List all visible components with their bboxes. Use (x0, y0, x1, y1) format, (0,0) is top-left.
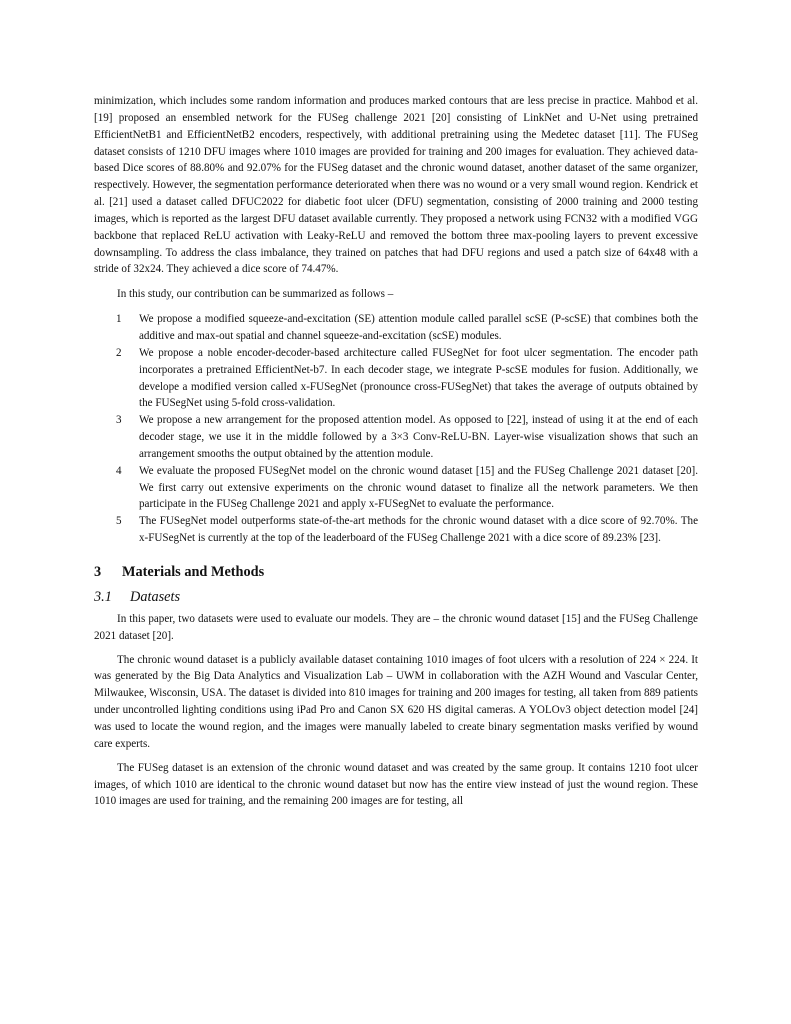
subsection-title: Datasets (130, 588, 181, 605)
contribution-item (94, 463, 698, 514)
section-title: Materials and Methods (122, 563, 265, 580)
contribution-text: We propose a new arrangement for the proposed attention model. As opposed to [22], instead of using it at the end of each decoder stage, we use it in the middle followed by a 3×3 Conv-ReLU-BN. Layer-wise visualization shows that such an arrangement smooths the output obtained by the attention module. (139, 414, 698, 460)
contribution-text: We propose a modified squeeze-and-excitation (SE) attention module called parallel scSE (P-scSE) that combines both the additive and max-out spatial and channel squeeze-and-excitation (scSE) modules. (139, 313, 698, 342)
contribution-item (94, 513, 698, 547)
datasets-intro-paragraph: In this paper, two datasets were used to evaluate our models. They are – the chronic wound dataset [15] and the FUSeg Challenge 2021 dataset [20]. (94, 612, 698, 642)
section-heading (94, 562, 698, 582)
list-number: 5 (116, 515, 122, 528)
subsection-number: 3.1 (94, 588, 112, 605)
list-number: 1 (116, 313, 122, 326)
contribution-item (94, 345, 698, 412)
list-number: 2 (116, 346, 122, 359)
contribution-intro: In this study, our contribution can be summarized as follows – (117, 288, 394, 301)
body-paragraph: minimization, which includes some random information and produces marked contours that are less precise in practice. Mahbod et al. [19] proposed an ensembled network for the FUSeg challenge 2021 [20] consisting of LinkNet and U-Net using pretrained EfficientNetB1 and EfficientNetB2 encoders, respectively, with additional pretraining using the Medetec dataset [11]. The FUSeg dataset consists of 1210 DFU images where 1010 images are provided for training and 200 images for evaluation. They achieved data-based Dice scores of 88.80% and 92.07% for the FUSeg dataset and the chronic wound dataset, another dataset of the same organizer, respectively. However, the segmentation performance deteriorated when there was no wound or a very small wound region. Kendrick et al. [21] used a dataset called DFUC2022 for diabetic foot ulcer (DFU) segmentation, consisting of 2000 training and 2000 testing images, which is reported as the largest DFU dataset available currently. They proposed a network using FCN32 with a modified VGG backbone that replaced ReLU activation with Leaky-ReLU and removed the bottom three max-pooling layers to prevent excessive downsampling. To address the class imbalance, they trained on patches that had DFU regions and used a patch size of 64x48 with a stride of 32x24. They achieved a dice score of 74.47%. (94, 95, 698, 276)
chronic-wound-paragraph: The chronic wound dataset is a publicly available dataset containing 1010 images of foot ulcers with a resolution of 224 × 224. It was generated by the Big Data Analytics and Visualization Lab – UWM in collaboration with the AZH Wound and Vascular Center, Milwaukee, Wisconsin, USA. The dataset is divided into 810 images for training and 200 images for testing, all taken from 889 patients under uncontrolled lighting conditions using iPad Pro and Canon SX 620 HS digital cameras. A YOLOv3 object detection model [24] was used to locate the wound region, and the images were manually labeled to create binary segmentation masks verified by wound care experts. (94, 653, 698, 750)
paper-page (94, 93, 698, 810)
contribution-text: We propose a noble encoder-decoder-based architecture called FUSegNet for foot ulcer segmentation. The encoder path incorporates a pretrained EfficientNet-b7. In each decoder stage, we integrate P-scSE modules for fusion. Additionally, we develope a modified version called x-FUSegNet (pronounce cross-FUSegNet) that takes the average of outputs obtained by the FUSegNet using 5-fold cross-validation. (139, 346, 698, 410)
list-number: 3 (116, 414, 122, 427)
contribution-item (94, 311, 698, 345)
fuseg-paragraph: The FUSeg dataset is an extension of the chronic wound dataset and was created by the same group. It contains 1210 foot ulcer images, of which 1010 are identical to the chronic wound dataset but now has the entire view instead of just the wound region. These 1010 images are used for training, and the remaining 200 images are for testing, all (94, 761, 698, 808)
contribution-text: We evaluate the proposed FUSegNet model on the chronic wound dataset [15] and the FUSeg Challenge 2021 dataset [20]. We first carry out extensive experiments on the chronic wound dataset to finalize all the network parameters. We then participate in the FUSeg Challenge 2021 and apply x-FUSegNet to evaluate the performance. (139, 464, 698, 511)
contribution-item (94, 412, 698, 463)
section-number: 3 (94, 563, 102, 580)
contribution-list (94, 311, 698, 547)
contribution-text: The FUSegNet model outperforms state-of-the-art methods for the chronic wound dataset with a dice score of 92.70%. The x-FUSegNet is currently at the top of the leaderboard of the FUSeg Challenge 2021 with a dice score of 89.23% [23]. (139, 515, 698, 545)
subsection-heading (94, 587, 698, 607)
list-number: 4 (116, 464, 122, 477)
